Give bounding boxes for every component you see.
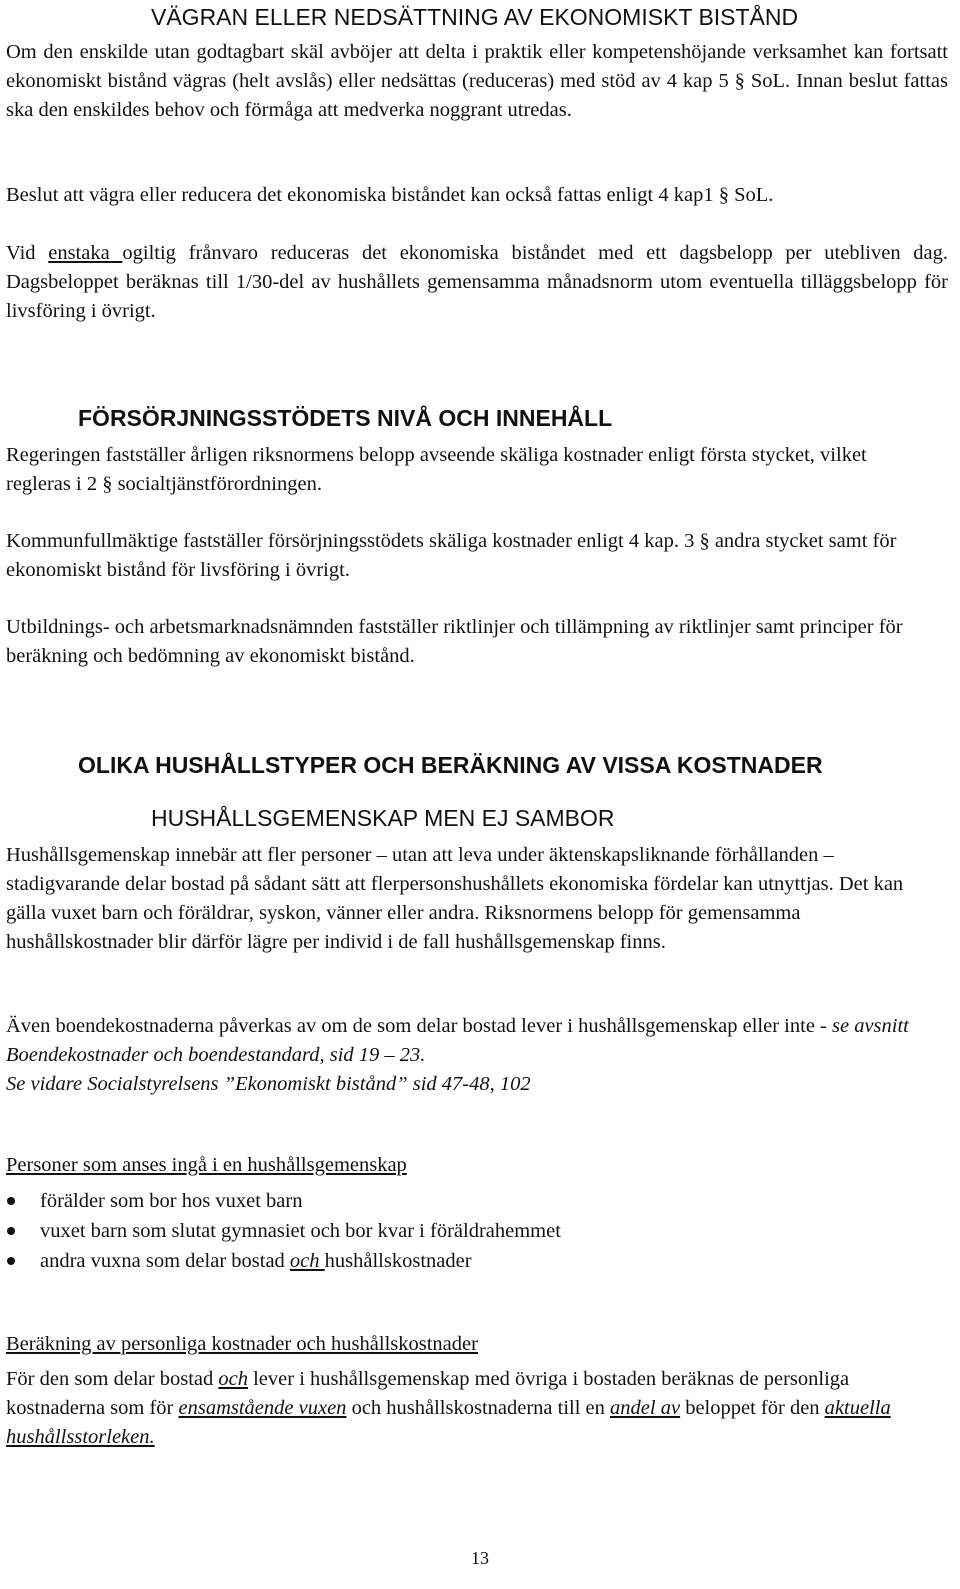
text-run: Även boendekostnaderna påverkas av om de som delar bostad lever i hushållsgemenskap eller inte - — [6, 1015, 832, 1037]
underlined-text: enstaka — [48, 242, 123, 264]
underlined-text: ensamstående vuxen — [178, 1397, 347, 1419]
text-run: Vid — [6, 242, 49, 264]
page-number: 13 — [471, 1548, 489, 1568]
list-item-text: andra vuxna som delar bostad — [40, 1250, 290, 1272]
paragraph-hushallsgemenskap-2 — [6, 1012, 948, 1099]
underlined-text: andel av — [610, 1397, 681, 1419]
section-heading-hushallstyper: OLIKA HUSHÅLLSTYPER OCH BERÄKNING AV VISSA KOSTNADER — [78, 752, 823, 778]
subsection-heading-hushallsgemenskap: HUSHÅLLSGEMENSKAP MEN EJ SAMBOR — [151, 805, 615, 831]
list-item — [6, 1216, 906, 1246]
text-run: och hushållskostnaderna till en — [346, 1397, 611, 1419]
text-run: ogiltig frånvaro reduceras det ekonomiska biståndet med ett dagsbelopp per utebliven dag. Dagsbeloppet beräknas till 1/30-del av hushållets gemensamma månadsnorm utom eventuella tilläggsbelopp för livsföring i övrigt. — [6, 242, 948, 322]
paragraph-forsorjning-3: Utbildnings- och arbetsmarknadsnämnden fastställer riktlinjer och tillämpning av riktlinjer samt principer för beräkning och bedömning av ekonomiskt bistånd. — [6, 616, 903, 667]
text-run: För den som delar bostad — [6, 1368, 219, 1390]
italic-reference: se avsnitt Boendekostnader och boendestandard, sid 19 – 23. — [6, 1015, 909, 1066]
italic-reference: Se vidare Socialstyrelsens ”Ekonomiskt bistånd” sid 47-48, 102 — [6, 1073, 531, 1095]
paragraph-berakning — [6, 1365, 938, 1452]
underlined-text: och — [218, 1368, 248, 1390]
bullet-list-personer — [6, 1186, 906, 1276]
paragraph-forsorjning-2: Kommunfullmäktige fastställer försörjningsstödets skäliga kostnader enligt 4 kap. 3 § andra stycket samt för ekonomiskt bistånd för livsföring i övrigt. — [6, 530, 897, 581]
list-item — [6, 1186, 906, 1216]
section-heading-vagran: VÄGRAN ELLER NEDSÄTTNING AV EKONOMISKT BISTÅND — [151, 4, 799, 30]
paragraph-vagran-1: Om den enskilde utan godtagbart skäl avböjer att delta i praktik eller kompetenshöjande verksamhet kan fortsatt ekonomiskt bistånd vägras (helt avslås) eller nedsättas (reduceras) med stöd av 4 kap 5 § SoL. Innan beslut fattas ska den enskildes behov och förmåga att medverka noggrant utredas. — [6, 41, 948, 121]
bullet-icon — [7, 1197, 15, 1205]
list-item-text: hushållskostnader — [324, 1250, 472, 1272]
paragraph-forsorjning-1: Regeringen fastställer årligen riksnormens belopp avseende skäliga kostnader enligt första stycket, vilket regleras i 2 § socialtjänstförordningen. — [6, 444, 867, 495]
underlined-text: aktuella hushållsstorleken. — [6, 1397, 891, 1448]
paragraph-vagran-2: Beslut att vägra eller reducera det ekonomiska biståndet kan också fattas enligt 4 kap1 § SoL. — [6, 184, 774, 206]
list-item-text: förälder som bor hos vuxet barn — [40, 1190, 303, 1212]
paragraph-vagran-3 — [6, 239, 948, 326]
text-run: lever i hushållsgemenskap med övriga i bostaden beräknas de personliga kostnaderna som för — [6, 1368, 850, 1419]
list-item-text: vuxet barn som slutat gymnasiet och bor kvar i föräldrahemmet — [40, 1220, 561, 1242]
list-heading-personer: Personer som anses ingå i en hushållsgemenskap — [6, 1154, 407, 1176]
list-item — [6, 1246, 906, 1276]
section-heading-forsorjningsstod: FÖRSÖRJNINGSSTÖDETS NIVÅ OCH INNEHÅLL — [78, 405, 613, 431]
text-run: beloppet för den — [680, 1397, 825, 1419]
list-heading-berakning: Beräkning av personliga kostnader och hushållskostnader — [6, 1333, 478, 1355]
bullet-icon — [7, 1257, 15, 1265]
underlined-text: och — [289, 1250, 325, 1272]
paragraph-hushallsgemenskap-1: Hushållsgemenskap innebär att fler personer – utan att leva under äktenskapsliknande förhållanden – stadigvarande delar bostad på sådant sätt att flerpersonshushållets ekonomiska fördelar kan utnyttjas. Det kan gälla vuxet barn och föräldrar, syskon, vänner eller andra. Riksnormens belopp för gemensamma hushållskostnader blir därför lägre per individ i de fall hushållsgemenskap finns. — [6, 844, 904, 953]
bullet-icon — [7, 1227, 15, 1235]
